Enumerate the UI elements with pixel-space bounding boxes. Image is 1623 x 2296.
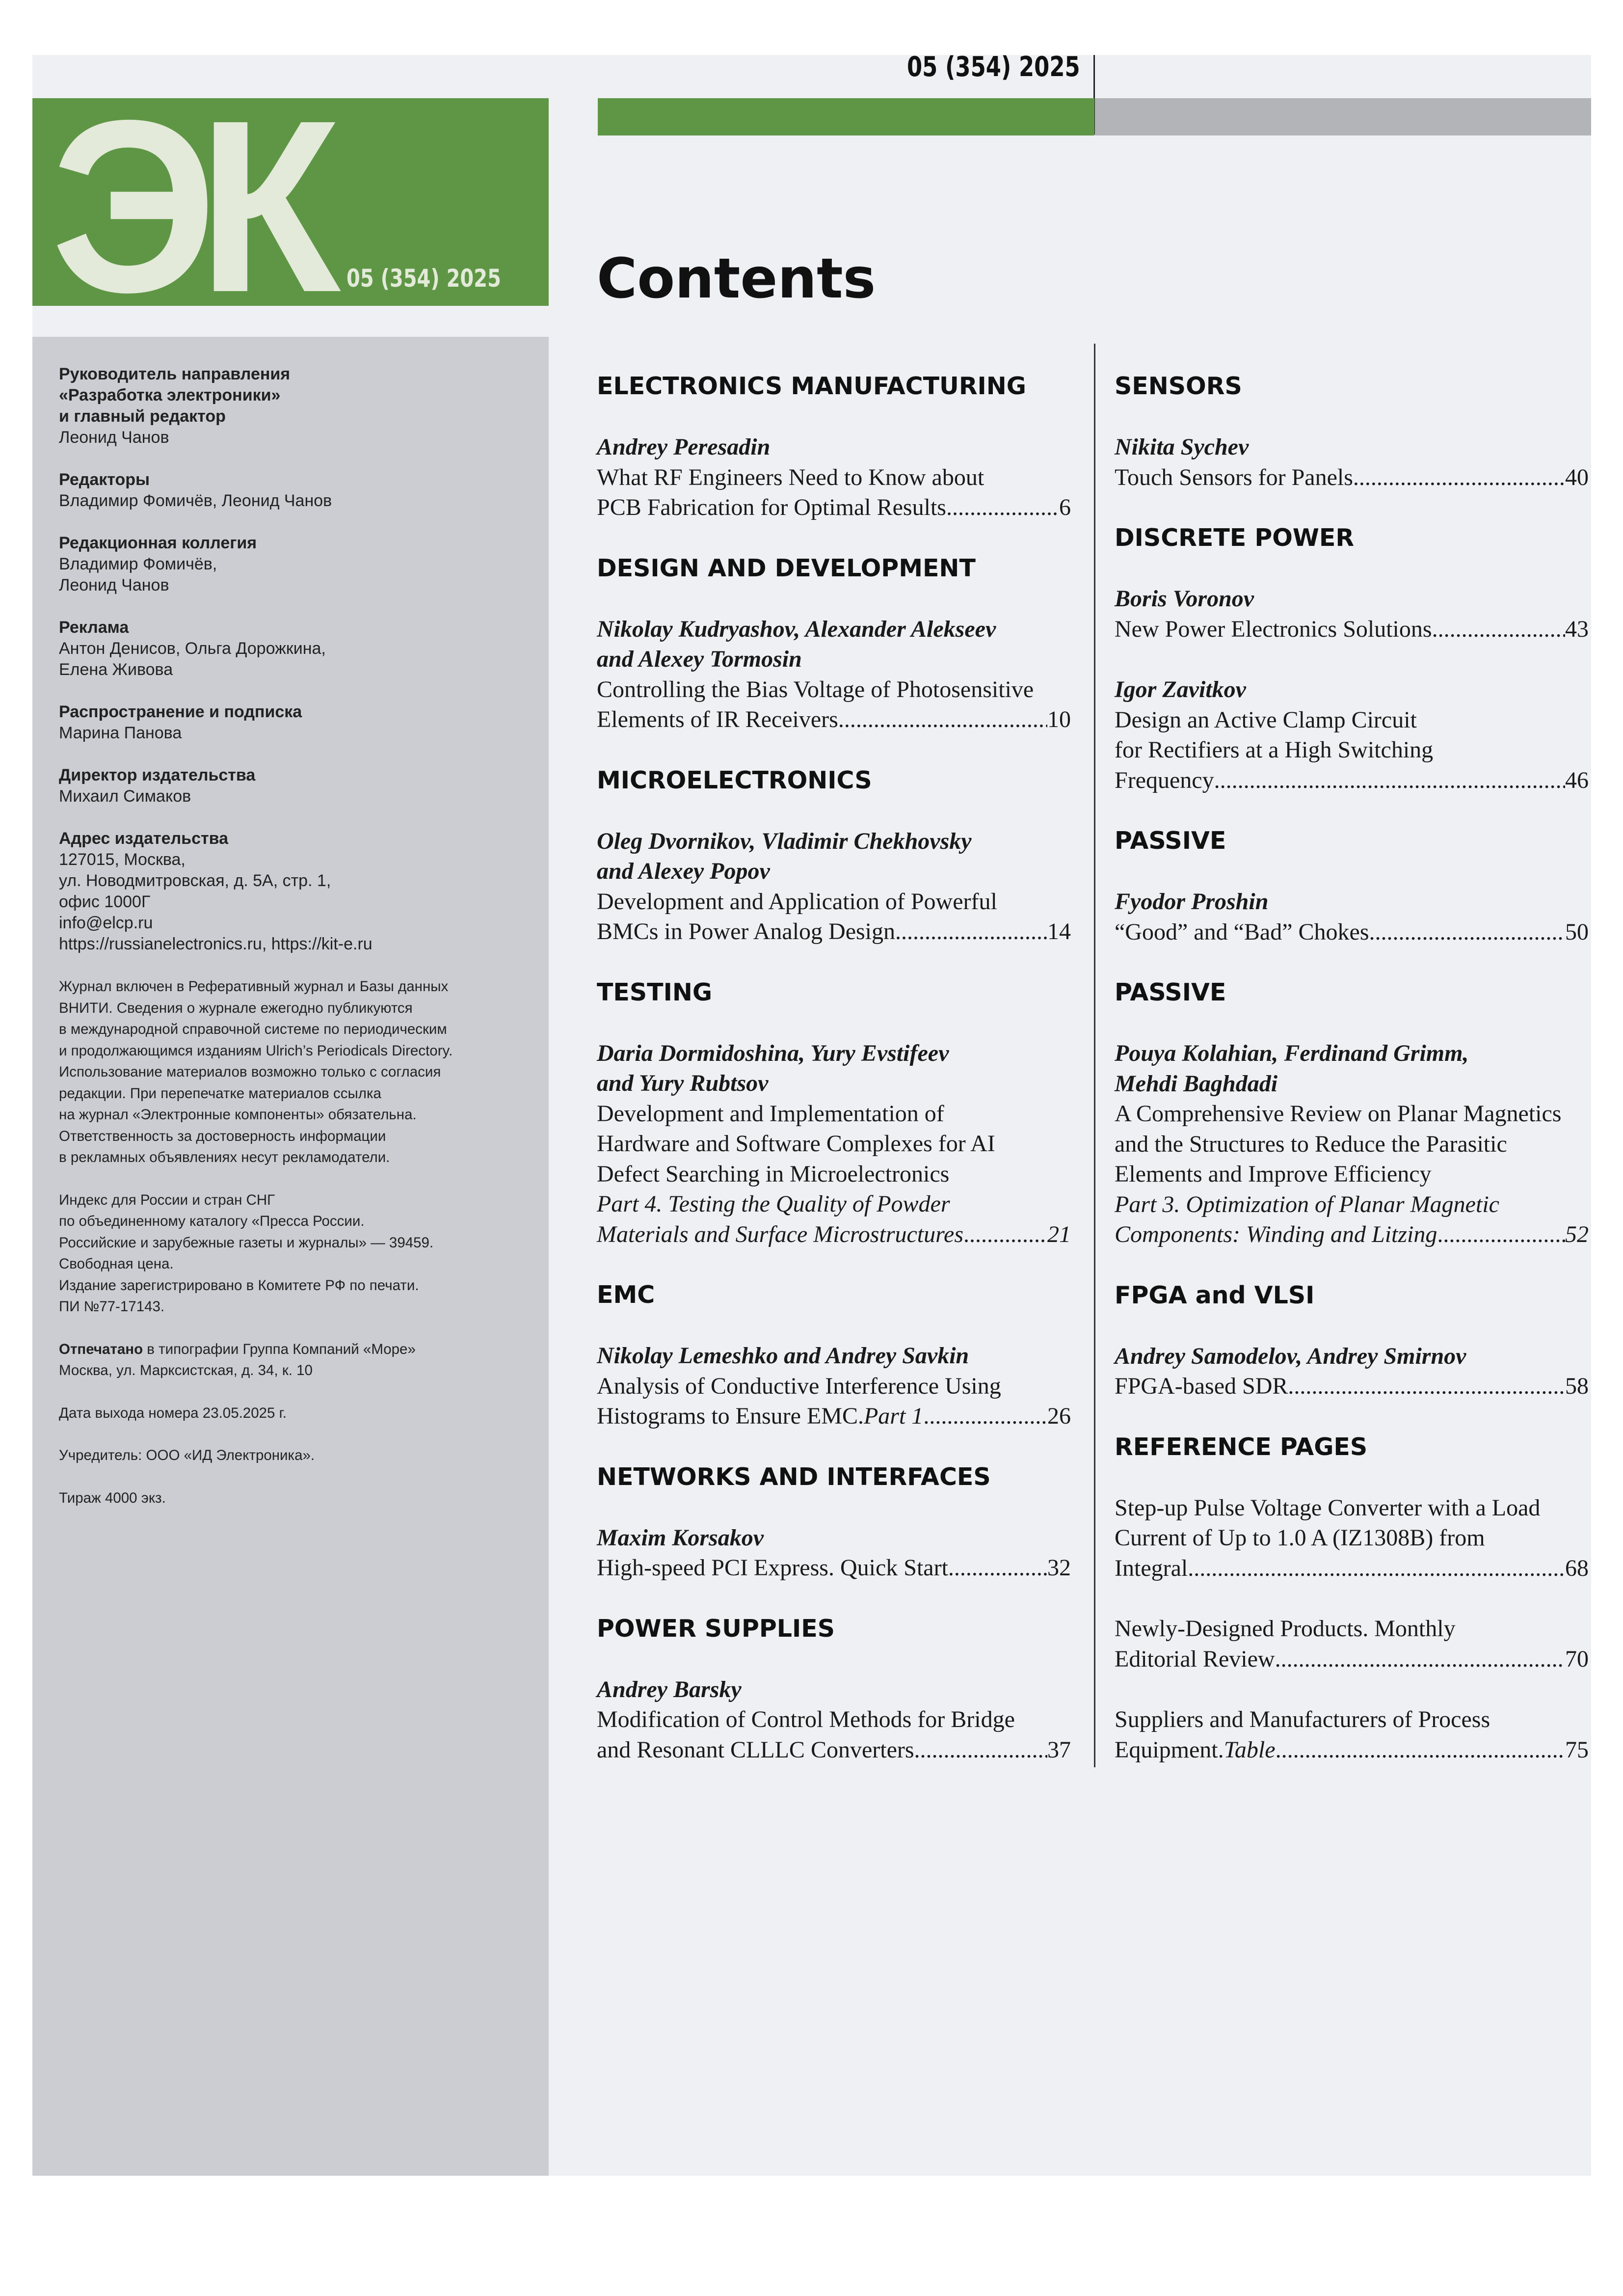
imprint-note-text: и продолжающимся изданиям Ulrich’s Periodicals Directory.: [59, 1042, 453, 1059]
imprint-note-line: [59, 1061, 545, 1083]
article-title-line: [597, 1189, 1071, 1219]
imprint-note-line: [59, 976, 545, 998]
imprint-line: Владимир Фомичёв, Леонид Чанов: [59, 491, 332, 510]
article-entry: [1115, 887, 1589, 947]
article-title-line: [597, 462, 1071, 493]
article-title-text: Design an Active Clamp Circuit: [1115, 706, 1417, 733]
imprint-note-line: [59, 1232, 545, 1254]
imprint-line: info@elcp.ru: [59, 914, 153, 932]
article-title-text: Components: Winding and Litzing: [1115, 1221, 1437, 1247]
article-authors: Daria Dormidoshina, Yury Evstifeev: [597, 1040, 949, 1066]
dot-leader: [1275, 1644, 1565, 1675]
imprint-note-text: в международной справочной системе по периодическим: [59, 1021, 447, 1037]
imprint-line: Антон Денисов, Ольга Дорожкина,: [59, 639, 326, 658]
article-title-italic: Part 1: [863, 1403, 924, 1429]
article-title-text: Analysis of Conductive Interference Using: [597, 1373, 1001, 1399]
article-title-line[interactable]: [1115, 765, 1589, 796]
article-title-line[interactable]: [1115, 1371, 1589, 1402]
imprint-note-line: [59, 1083, 545, 1105]
article-title-text: Defect Searching in Microelectronics: [597, 1161, 950, 1187]
imprint-line: Елена Живова: [59, 660, 173, 679]
page-number: 58: [1565, 1373, 1589, 1399]
imprint-line: ул. Новодмитровская, д. 5А, стр. 1,: [59, 871, 331, 890]
article-authors: Andrey Peresadin: [597, 434, 771, 460]
contents-section: [597, 1614, 1071, 1765]
dot-leader: [895, 917, 1047, 947]
article-authors: Nikolay Kudryashov, Alexander Alekseev: [597, 616, 996, 642]
article-title-text: FPGA-based SDR: [1115, 1373, 1288, 1399]
dot-leader: [923, 1401, 1047, 1432]
imprint-note-text: Учредитель: ООО «ИД Электроника».: [59, 1447, 315, 1463]
imprint-note-text: на журнал «Электронные компоненты» обязательна.: [59, 1107, 417, 1123]
imprint-note-text: Издание зарегистрировано в Комитете РФ по печати.: [59, 1277, 419, 1294]
imprint-note-line: [59, 1104, 545, 1126]
contents-section: [1115, 826, 1589, 947]
article-title-line: [1115, 1614, 1589, 1644]
article-title-line[interactable]: [1115, 1553, 1589, 1584]
article-title-text: Elements and Improve Efficiency: [1115, 1161, 1432, 1187]
article-title-text: Part 3. Optimization of Planar Magnetic: [1115, 1191, 1499, 1217]
article-title-line[interactable]: [597, 917, 1071, 947]
imprint-heading: Адрес издательства: [59, 829, 228, 848]
section-heading: DISCRETE POWER: [1115, 524, 1355, 552]
article-title-text: for Rectifiers at a High Switching: [1115, 737, 1434, 763]
article-title-line: [597, 1371, 1071, 1402]
article-authors: Fyodor Proshin: [1115, 889, 1269, 915]
article-title-text: Development and Implementation of: [597, 1100, 944, 1127]
article-title-line: [597, 675, 1071, 705]
imprint-note-line: [59, 1403, 545, 1424]
imprint-note-text: Российские и зарубежные газеты и журналы» — 39459.: [59, 1234, 434, 1251]
article-title-text: Hardware and Software Complexes for AI: [597, 1131, 995, 1157]
article-title-text: New Power Electronics Solutions: [1115, 616, 1432, 642]
article-title-text: A Comprehensive Review on Planar Magnetics: [1115, 1101, 1562, 1127]
imprint-note-line: [59, 1339, 545, 1360]
article-authors: Mehdi Baghdadi: [1115, 1070, 1278, 1097]
article-title-line: [597, 1159, 1071, 1189]
contents-section: [1115, 977, 1589, 1250]
contents-column-left: [597, 371, 1071, 1795]
dot-leader: [1432, 614, 1565, 645]
imprint-note-line: [59, 1253, 545, 1275]
article-title-text: PCB Fabrication for Optimal Results: [597, 494, 946, 520]
article-authors: and Alexey Popov: [597, 858, 770, 884]
article-entry: [597, 1038, 1071, 1250]
section-heading: PASSIVE: [1115, 978, 1226, 1006]
section-heading: EMC: [597, 1281, 655, 1309]
dot-leader: [1288, 1371, 1565, 1402]
article-title-text: What RF Engineers Need to Know about: [597, 464, 984, 490]
section-heading: ELECTRONICS MANUFACTURING: [597, 372, 1027, 400]
article-authors: and Yury Rubtsov: [597, 1070, 769, 1096]
imprint-note-text: Журнал включен в Реферативный журнал и Базы данных: [59, 978, 449, 995]
imprint-note-line: [59, 1275, 545, 1297]
article-entry: [1115, 1493, 1589, 1584]
article-entry: [597, 826, 1071, 947]
imprint-note: [59, 1403, 545, 1424]
page-number: 21: [1047, 1221, 1071, 1247]
article-title-line: [597, 1099, 1071, 1129]
imprint-heading: и главный редактор: [59, 407, 226, 426]
article-title-line: [1115, 1523, 1589, 1553]
imprint-note-text: по объединенному каталогу «Пресса России.: [59, 1213, 365, 1229]
contents-section: [1115, 371, 1589, 492]
article-title-line: [1115, 705, 1589, 735]
imprint-note: [59, 1189, 545, 1318]
article-title-line: [597, 1704, 1071, 1735]
article-entry: [1115, 1704, 1589, 1765]
imprint-group: [59, 617, 545, 680]
contents-section: [597, 1462, 1071, 1583]
article-title-text: Part 4. Testing the Quality of Powder: [597, 1191, 950, 1217]
dot-leader: [946, 492, 1059, 523]
article-authors: Andrey Samodelov, Andrey Smirnov: [1115, 1343, 1466, 1369]
magazine-logo: [32, 98, 549, 306]
imprint-note-line: [59, 1147, 545, 1168]
imprint-note-bold: Отпечатано: [59, 1341, 143, 1357]
imprint-note-line: [59, 1019, 545, 1040]
contents-section: [597, 1280, 1071, 1432]
article-entry: [597, 1523, 1071, 1583]
article-title-line: [1115, 1704, 1589, 1735]
article-title-text: Suppliers and Manufacturers of Process: [1115, 1706, 1490, 1732]
imprint-note-line: [59, 1211, 545, 1232]
page-number: 43: [1565, 616, 1589, 642]
article-title-text: Touch Sensors for Panels: [1115, 464, 1353, 490]
dot-leader: [963, 1219, 1047, 1250]
article-title-line[interactable]: [1115, 1219, 1589, 1250]
page-number: 75: [1565, 1736, 1589, 1763]
article-title-text: Histograms to Ensure EMC.: [597, 1403, 864, 1429]
page-title: Contents: [597, 247, 876, 311]
article-title-line[interactable]: [1115, 614, 1589, 645]
imprint-line: Леонид Чанов: [59, 428, 169, 447]
article-entry: [597, 1675, 1071, 1765]
article-authors: Boris Voronov: [1115, 586, 1254, 612]
article-title-text: Integral: [1115, 1555, 1188, 1581]
article-authors: Oleg Dvornikov, Vladimir Chekhovsky: [597, 828, 972, 854]
dot-leader: [914, 1735, 1047, 1765]
page-number: 6: [1059, 494, 1071, 520]
section-heading: DESIGN AND DEVELOPMENT: [597, 554, 976, 582]
imprint-note-line: [59, 1296, 545, 1318]
imprint-note-text: Свободная цена.: [59, 1256, 174, 1272]
logo-issue-number: 05 (354) 2025: [346, 264, 501, 293]
page-number: 68: [1565, 1555, 1589, 1581]
article-entry: [1115, 1341, 1589, 1402]
imprint-note-line: [59, 1040, 545, 1062]
article-title-line[interactable]: [597, 492, 1071, 523]
article-entry: [1115, 1614, 1589, 1674]
article-title-italic: Table: [1224, 1736, 1276, 1763]
imprint-heading: Реклама: [59, 618, 129, 637]
imprint-note-line: [59, 1360, 545, 1381]
page-number: 46: [1565, 767, 1589, 793]
imprint-panel: [32, 337, 549, 2176]
article-authors: Igor Zavitkov: [1115, 676, 1246, 702]
section-heading: POWER SUPPLIES: [597, 1614, 835, 1643]
article-title-line: [597, 1129, 1071, 1159]
article-authors: Pouya Kolahian, Ferdinand Grimm,: [1115, 1040, 1469, 1066]
imprint-group: [59, 469, 545, 512]
imprint-note-text: Дата выхода номера 23.05.2025 г.: [59, 1405, 287, 1421]
imprint-line: Михаил Симаков: [59, 787, 191, 806]
imprint-line: офис 1000Г: [59, 892, 151, 911]
column-divider: [1094, 344, 1095, 1767]
page-number: 52: [1565, 1221, 1589, 1247]
article-title-line: [1115, 1189, 1589, 1220]
article-title-line: [1115, 735, 1589, 765]
imprint-note-text: в типографии Группа Компаний «Море»: [143, 1341, 416, 1357]
article-title-text: Controlling the Bias Voltage of Photosensitive: [597, 676, 1034, 702]
article-title-line[interactable]: [597, 1401, 1071, 1432]
imprint-line: Владимир Фомичёв,: [59, 555, 217, 573]
article-title-text: Development and Application of Powerful: [597, 888, 997, 915]
imprint-line: https://russianelectronics.ru, https://kit-e.ru: [59, 935, 372, 953]
logo-letters: ЭК: [51, 98, 322, 306]
imprint-line: 127015, Москва,: [59, 850, 186, 869]
article-title-line[interactable]: [1115, 1735, 1589, 1765]
dot-leader: [1369, 917, 1565, 947]
imprint-group: [59, 364, 545, 448]
article-title-text: Editorial Review: [1115, 1646, 1275, 1672]
imprint-line: Леонид Чанов: [59, 576, 169, 594]
section-heading: TESTING: [597, 978, 713, 1006]
contents-section: [597, 371, 1071, 523]
imprint-heading: Распространение и подписка: [59, 702, 302, 721]
imprint-note-text: ВНИТИ. Сведения о журнале ежегодно публикуются: [59, 999, 413, 1016]
article-authors: Andrey Barsky: [597, 1676, 742, 1702]
imprint-note-text: Москва, ул. Марксистская, д. 34, к. 10: [59, 1362, 313, 1378]
article-title-line: [1115, 1099, 1589, 1129]
section-heading: MICROELECTRONICS: [597, 766, 872, 794]
dot-leader: [1188, 1553, 1565, 1584]
imprint-note-line: [59, 1126, 545, 1147]
dot-leader: [838, 704, 1047, 735]
article-title-text: Current of Up to 1.0 A (IZ1308B) from: [1115, 1525, 1485, 1551]
article-title-line[interactable]: [1115, 462, 1589, 493]
article-authors: Maxim Korsakov: [597, 1524, 764, 1551]
section-heading: SENSORS: [1115, 372, 1242, 400]
contents-column-right: [1115, 371, 1589, 1795]
imprint-note-line: [59, 1189, 545, 1211]
section-heading: FPGA and VLSI: [1115, 1281, 1315, 1309]
article-title-line[interactable]: [597, 1219, 1071, 1250]
imprint-note-text: Использование материалов возможно только с согласия: [59, 1064, 441, 1080]
imprint-group: [59, 702, 545, 744]
header-issue-number: 05 (354) 2025: [907, 51, 1080, 83]
contents-section: [597, 977, 1071, 1250]
dot-leader: [948, 1553, 1047, 1583]
article-title-text: Step-up Pulse Voltage Converter with a Load: [1115, 1494, 1541, 1521]
page-number: 70: [1565, 1646, 1589, 1672]
imprint-note: [59, 1339, 545, 1381]
dot-leader: [1214, 765, 1565, 796]
article-title-line: [597, 887, 1071, 917]
page-number: 10: [1047, 706, 1071, 732]
imprint-text: [59, 364, 545, 1530]
article-title-line: [1115, 1493, 1589, 1523]
article-authors: Nikita Sychev: [1115, 434, 1249, 460]
article-title-line[interactable]: [597, 1553, 1071, 1583]
dot-leader: [1437, 1219, 1565, 1250]
imprint-group: [59, 828, 545, 955]
article-title-line[interactable]: [597, 704, 1071, 735]
article-entry: [1115, 675, 1589, 795]
article-entry: [1115, 432, 1589, 492]
imprint-heading: Редакционная коллегия: [59, 534, 257, 552]
imprint-heading: Редакторы: [59, 470, 150, 489]
imprint-group: [59, 533, 545, 596]
section-heading: PASSIVE: [1115, 827, 1226, 855]
imprint-note-line: [59, 998, 545, 1019]
contents-section: [597, 765, 1071, 947]
imprint-heading: Руководитель направления: [59, 365, 291, 383]
article-title-line[interactable]: [1115, 917, 1589, 947]
article-title-text: BMCs in Power Analog Design: [597, 918, 896, 945]
header-gray-bar: [1095, 98, 1591, 135]
imprint-note-text: Тираж 4000 экз.: [59, 1489, 166, 1506]
article-entry: [597, 1341, 1071, 1432]
article-authors: and Alexey Tormosin: [597, 646, 802, 672]
section-heading: NETWORKS AND INTERFACES: [597, 1462, 991, 1491]
page-number: 14: [1047, 918, 1071, 945]
imprint-heading: «Разработка электроники»: [59, 386, 281, 405]
contents-section: [1115, 1432, 1589, 1765]
article-title-text: “Good” and “Bad” Chokes: [1115, 918, 1369, 945]
article-title-text: Equipment.: [1115, 1736, 1224, 1763]
article-entry: [597, 432, 1071, 523]
page-number: 37: [1047, 1736, 1071, 1763]
imprint-note-text: Ответственность за достоверность информации: [59, 1128, 386, 1144]
article-title-text: Newly-Designed Products. Monthly: [1115, 1616, 1456, 1642]
article-title-text: Materials and Surface Microstructures: [597, 1221, 964, 1247]
imprint-line: Марина Панова: [59, 724, 182, 742]
article-title-text: Elements of IR Receivers: [597, 706, 838, 732]
header-green-bar: [598, 98, 1094, 135]
imprint-note-text: в рекламных объявлениях несут рекламодатели.: [59, 1149, 390, 1165]
imprint-note: [59, 1445, 545, 1466]
imprint-group: [59, 765, 545, 807]
page-number: 40: [1565, 464, 1589, 490]
imprint-note-text: Индекс для России и стран СНГ: [59, 1191, 275, 1208]
article-entry: [597, 614, 1071, 735]
article-entry: [1115, 1038, 1589, 1250]
page-number: 32: [1047, 1555, 1071, 1581]
imprint-note: [59, 1487, 545, 1509]
imprint-note-line: [59, 1445, 545, 1466]
imprint-note-line: [59, 1487, 545, 1509]
imprint-heading: Директор издательства: [59, 766, 256, 784]
page-number: 26: [1047, 1403, 1071, 1429]
section-heading: REFERENCE PAGES: [1115, 1432, 1368, 1461]
article-title-line: [1115, 1159, 1589, 1189]
article-title-text: and Resonant CLLLC Converters: [597, 1736, 914, 1763]
article-title-text: and the Structures to Reduce the Parasitic: [1115, 1131, 1507, 1157]
article-title-text: High-speed PCI Express. Quick Start: [597, 1555, 948, 1581]
article-title-text: Frequency: [1115, 767, 1214, 793]
article-title-line[interactable]: [597, 1735, 1071, 1765]
contents-section: [1115, 1280, 1589, 1402]
imprint-note-text: редакции. При перепечатке материалов ссылка: [59, 1085, 381, 1102]
dot-leader: [1276, 1735, 1565, 1765]
imprint-note: [59, 976, 545, 1168]
article-title-text: Modification of Control Methods for Bridge: [597, 1706, 1015, 1732]
article-authors: Nikolay Lemeshko and Andrey Savkin: [597, 1343, 969, 1369]
contents-section: [597, 553, 1071, 735]
page-number: 50: [1565, 918, 1589, 945]
imprint-note-text: ПИ №77-17143.: [59, 1298, 165, 1315]
article-title-line[interactable]: [1115, 1644, 1589, 1675]
article-title-line: [1115, 1129, 1589, 1160]
article-entry: [1115, 584, 1589, 644]
contents-section: [1115, 523, 1589, 795]
dot-leader: [1353, 462, 1565, 493]
